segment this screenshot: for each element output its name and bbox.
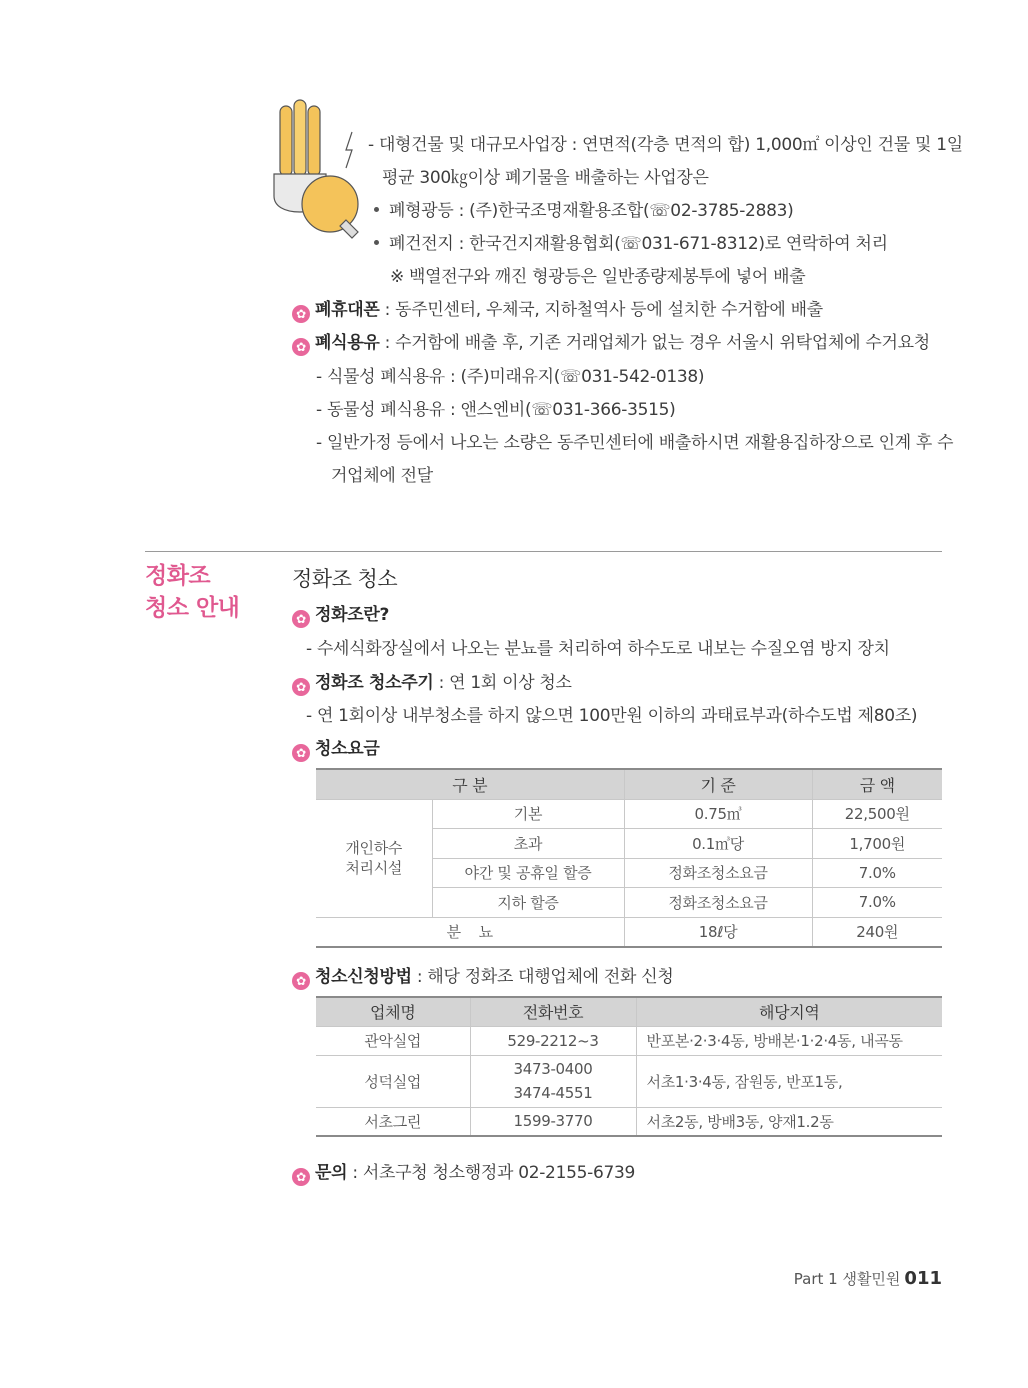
q-septic-def bbox=[292, 604, 389, 628]
header-phone: 전화번호 bbox=[470, 997, 636, 1026]
q-septic-def-text: - 수세식화장실에서 나오는 분뇨를 처리하여 하수도로 내보는 수질오염 방지 장치 bbox=[306, 639, 890, 659]
company-area: 반포본·2·3·4동, 방배본·1·2·4동, 내곡동 bbox=[636, 1026, 942, 1055]
q-label: 정화조 청소주기 bbox=[315, 673, 434, 693]
page-footer bbox=[794, 1268, 942, 1289]
group-cell: 개인하수 처리시설 bbox=[316, 799, 432, 917]
item-cell: 야간 및 공휴일 할증 bbox=[432, 858, 624, 888]
fee-table bbox=[316, 768, 942, 948]
item-cell: 기본 bbox=[432, 799, 624, 829]
company-area: 서초1·3·4동, 잠원동, 반포1동, bbox=[636, 1055, 942, 1107]
amount-cell: 7.0% bbox=[812, 858, 942, 888]
bullet-icon bbox=[374, 240, 379, 245]
company-area: 서초2동, 방배3동, 양재1.2동 bbox=[636, 1107, 942, 1136]
sub-line-3: - 일반가정 등에서 나오는 소량은 동주민센터에 배출하시면 재활용집하장으로 인계 후 수 bbox=[316, 433, 954, 453]
bullet-icon bbox=[374, 207, 379, 212]
q-cycle-sub: - 연 1회이상 내부청소를 하지 않으면 100만원 이하의 과태료부과(하수도법 제80조) bbox=[306, 706, 918, 726]
star-icon: ✿ bbox=[292, 678, 310, 696]
bullet-text: 폐형광등 : (주)한국조명재활용조합(☏02-3785-2883) bbox=[389, 201, 794, 221]
star-icon: ✿ bbox=[292, 338, 310, 356]
star-icon: ✿ bbox=[292, 1168, 310, 1186]
item-text: : 수거함에 배출 후, 기존 거래업체가 없는 경우 서울시 위탁업체에 수거요청 bbox=[379, 333, 930, 353]
side-title-2: 청소 안내 bbox=[145, 595, 240, 621]
table-row bbox=[316, 1055, 942, 1107]
company-phone bbox=[470, 1055, 636, 1107]
section-title: 정화조 청소 bbox=[292, 567, 398, 591]
q-cycle bbox=[292, 672, 572, 696]
table-row bbox=[316, 799, 942, 829]
amount-cell: 22,500원 bbox=[812, 799, 942, 829]
item-cell: 분 뇨 bbox=[316, 917, 624, 947]
amount-cell: 240원 bbox=[812, 917, 942, 947]
item-text: : 동주민센터, 우체국, 지하철역사 등에 설치한 수거함에 배출 bbox=[379, 300, 823, 320]
fee-table-header bbox=[316, 769, 942, 799]
section-divider bbox=[145, 551, 942, 552]
company-name: 서초그린 bbox=[316, 1107, 470, 1136]
q-label: 청소요금 bbox=[315, 739, 380, 759]
page-number: 011 bbox=[904, 1268, 942, 1289]
star-icon: ✿ bbox=[292, 610, 310, 628]
item-cell: 초과 bbox=[432, 829, 624, 859]
company-phone: 1599-3770 bbox=[470, 1107, 636, 1136]
sub-line-4: 거업체에 전달 bbox=[331, 466, 433, 486]
q-text: : 연 1회 이상 청소 bbox=[433, 673, 572, 693]
star-icon: ✿ bbox=[292, 972, 310, 990]
q-text: : 해당 정화조 대행업체에 전화 신청 bbox=[411, 967, 674, 987]
top-line-1: - 대형건물 및 대규모사업장 : 연면적(각층 면적의 합) 1,000㎡ 이상인 건물 및 1일 bbox=[368, 135, 963, 155]
footer-part: Part 1 생활민원 bbox=[793, 1270, 901, 1288]
header-category: 구 분 bbox=[316, 769, 624, 799]
q-label: 정화조란? bbox=[315, 605, 390, 625]
phone-line: 3474-4551 bbox=[513, 1084, 593, 1102]
company-phone: 529-2212~3 bbox=[470, 1026, 636, 1055]
star-icon: ✿ bbox=[292, 305, 310, 323]
company-name: 관악실업 bbox=[316, 1026, 470, 1055]
header-name: 업체명 bbox=[316, 997, 470, 1026]
header-amount: 금 액 bbox=[812, 769, 942, 799]
q-label: 청소신청방법 bbox=[315, 967, 412, 987]
bullet-battery bbox=[374, 233, 888, 255]
q-text: : 서초구청 청소행정과 02-2155-6739 bbox=[347, 1163, 636, 1183]
basis-cell: 0.1㎥당 bbox=[624, 829, 812, 859]
q-label: 문의 bbox=[315, 1163, 348, 1183]
light-bulb-illustration bbox=[268, 96, 368, 256]
basis-cell: 정화조청소요금 bbox=[624, 858, 812, 888]
basis-cell: 정화조청소요금 bbox=[624, 888, 812, 918]
table-row bbox=[316, 1107, 942, 1136]
q-inquiry bbox=[292, 1162, 635, 1186]
company-table-header bbox=[316, 997, 942, 1026]
item-label: 폐식용유 bbox=[315, 333, 380, 353]
side-title-1: 정화조 bbox=[145, 563, 211, 589]
sub-line-1: - 식물성 폐식용유 : (주)미래유지(☏031-542-0138) bbox=[316, 367, 705, 387]
bullet-text: 폐건전지 : 한국건지재활용협회(☏031-671-8312)로 연락하여 처리 bbox=[389, 234, 888, 254]
phone-line: 3473-0400 bbox=[513, 1060, 593, 1078]
star-icon: ✿ bbox=[292, 744, 310, 762]
q-apply bbox=[292, 966, 674, 990]
sub-line-2: - 동물성 폐식용유 : 앤스엔비(☏031-366-3515) bbox=[316, 400, 676, 420]
item-label: 폐휴대폰 bbox=[315, 300, 380, 320]
amount-cell: 1,700원 bbox=[812, 829, 942, 859]
top-line-2: 평균 300㎏이상 폐기물을 배출하는 사업장은 bbox=[382, 168, 709, 188]
basis-cell: 18ℓ당 bbox=[624, 917, 812, 947]
item-cell: 지하 할증 bbox=[432, 888, 624, 918]
header-area: 해당지역 bbox=[636, 997, 942, 1026]
table-row bbox=[316, 917, 942, 947]
basis-cell: 0.75㎥ bbox=[624, 799, 812, 829]
note-line: ※ 백열전구와 깨진 형광등은 일반종량제봉투에 넣어 배출 bbox=[390, 267, 806, 287]
q-fee bbox=[292, 738, 380, 762]
item-oil bbox=[292, 332, 930, 356]
table-row bbox=[316, 1026, 942, 1055]
header-basis: 기 준 bbox=[624, 769, 812, 799]
bullet-fluorescent bbox=[374, 200, 793, 222]
company-name: 성덕실업 bbox=[316, 1055, 470, 1107]
company-table bbox=[316, 996, 942, 1137]
item-phone bbox=[292, 299, 823, 323]
amount-cell: 7.0% bbox=[812, 888, 942, 918]
